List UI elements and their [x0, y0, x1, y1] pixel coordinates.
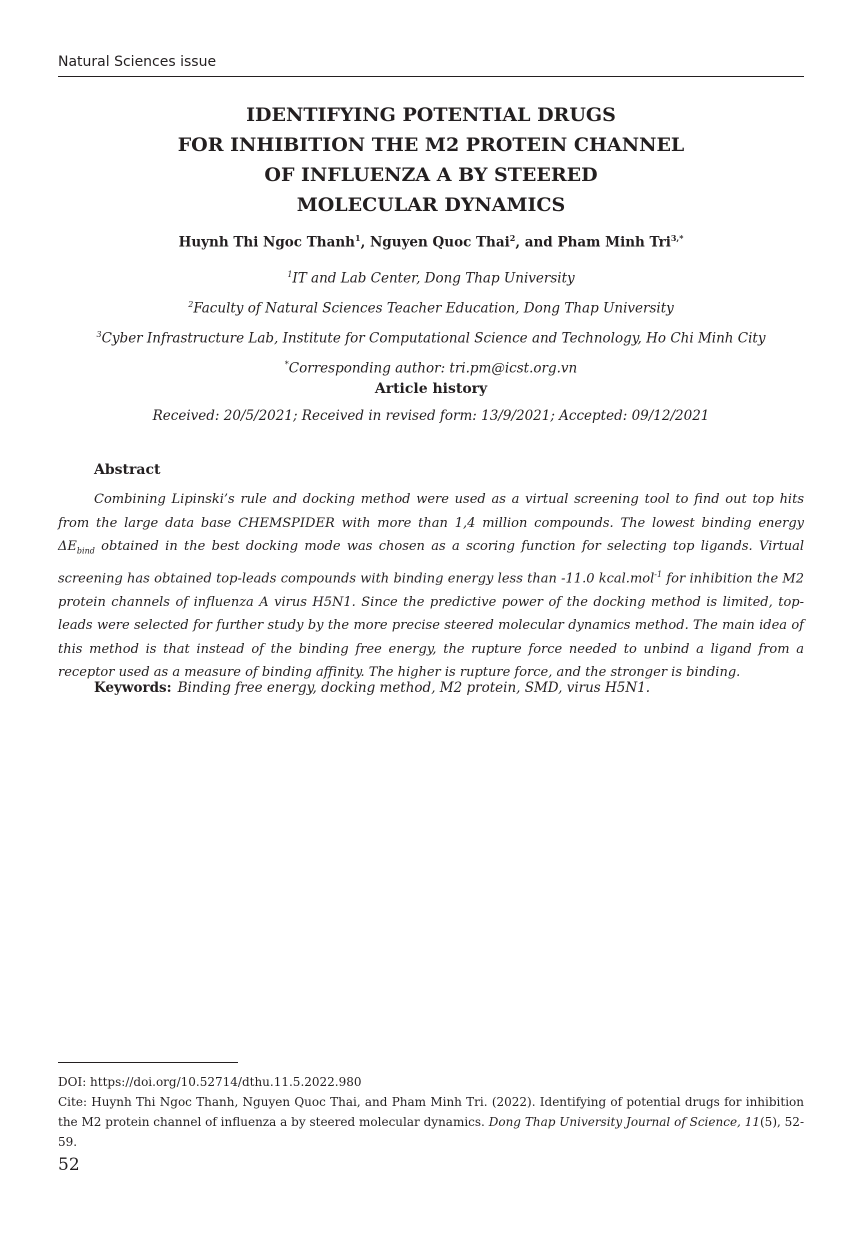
corresponding-author-text: Corresponding author: tri.pm@icst.org.vn — [288, 360, 578, 377]
author-name: Pham Minh Tri — [557, 234, 671, 251]
title-line: IDENTIFYING POTENTIAL DRUGS — [246, 104, 616, 126]
keywords — [94, 680, 650, 696]
header-rule — [58, 76, 804, 77]
footnote-rule — [58, 1062, 238, 1063]
unit-superscript: -1 — [654, 570, 663, 580]
author-separator: , and — [515, 234, 558, 251]
keywords-text: Binding free energy, docking method, M2 protein, SMD, virus H5N1. — [177, 680, 651, 696]
abstract-text: Combining Lipinski’s rule and docking method were used as a virtual screening tool to find out top hits from the large data base CHEMSPIDER with more than 1,4 million compounds. The lowest binding energy — [58, 492, 804, 531]
author-separator: , — [360, 234, 370, 251]
title-line: FOR INHIBITION THE M2 PROTEIN CHANNEL — [177, 134, 685, 156]
affiliation-mark: * — [284, 360, 289, 369]
author-affil-mark: 3,* — [670, 233, 684, 243]
affiliation-text: Faculty of Natural Sciences Teacher Education, Dong Thap University — [193, 300, 674, 317]
abstract-text: for inhibition the M2 protein channels of influenza A virus H5N1. Since the predictive power of the docking method is limited, top-leads were selected for further study by the more precise steered molecular dynamics method. The main idea of this method is that instead of the binding free energy, the rupture force needed to unbind a ligand from a receptor used as a measure of binding affinity. The higher is rupture force, and the stronger is binding. — [58, 571, 805, 681]
binding-energy-subscript: bind — [76, 546, 95, 556]
keywords-label: Keywords: — [94, 680, 172, 696]
abstract-text: obtained in the best docking mode was chosen as a scoring function for selecting top ligands. Virtual screening has obtained top-leads compounds with binding energy less than -11.0 kcal.mol — [58, 539, 804, 587]
author-affil-mark: 2 — [509, 233, 516, 243]
affiliation — [40, 262, 822, 292]
citation-text: Cite: Huynh Thi Ngoc Thanh, Nguyen Quoc Thai, and Pham Minh Tri. (2022). Identifying of potential drugs for inhibition the M2 protein channel of influenza a by steered molecular dynamics. — [58, 1095, 804, 1129]
title-line: MOLECULAR DYNAMICS — [296, 194, 566, 216]
author-name: Huynh Thi Ngoc Thanh — [178, 234, 355, 251]
citation-issue: (5), 52-59. — [58, 1115, 804, 1149]
binding-energy-symbol: ΔE — [58, 539, 77, 554]
journal-name: Dong Thap University Journal of Science, 11 — [488, 1115, 760, 1129]
author-affil-mark: 1 — [354, 233, 361, 243]
paper-title — [58, 100, 804, 220]
affiliation-mark: 2 — [188, 300, 194, 309]
footnote — [58, 1072, 804, 1152]
title-line: OF INFLUENZA A BY STEERED — [264, 164, 598, 186]
section-label: Natural Sciences issue — [58, 54, 217, 70]
affiliation — [40, 292, 822, 322]
author-name: Nguyen Quoc Thai — [369, 234, 510, 251]
affiliation-text: Cyber Infrastructure Lab, Institute for Computational Science and Technology, Ho Chi Minh City — [101, 330, 766, 347]
affiliation-list — [40, 262, 822, 382]
author-list — [58, 233, 804, 251]
citation — [58, 1092, 804, 1152]
article-history-dates: Received: 20/5/2021; Received in revised form: 13/9/2021; Accepted: 09/12/2021 — [152, 408, 710, 424]
abstract-body — [58, 488, 804, 685]
affiliation — [40, 322, 822, 352]
affiliation-mark: 1 — [287, 270, 293, 279]
corresponding-author — [40, 352, 822, 382]
abstract-heading: Abstract — [94, 462, 161, 478]
doi-line: DOI: https://doi.org/10.52714/dthu.11.5.2022.980 — [58, 1075, 362, 1089]
affiliation-text: IT and Lab Center, Dong Thap University — [292, 270, 575, 287]
page-number: 52 — [58, 1155, 80, 1175]
article-history-heading: Article history — [374, 381, 488, 397]
affiliation-mark: 3 — [96, 330, 102, 339]
